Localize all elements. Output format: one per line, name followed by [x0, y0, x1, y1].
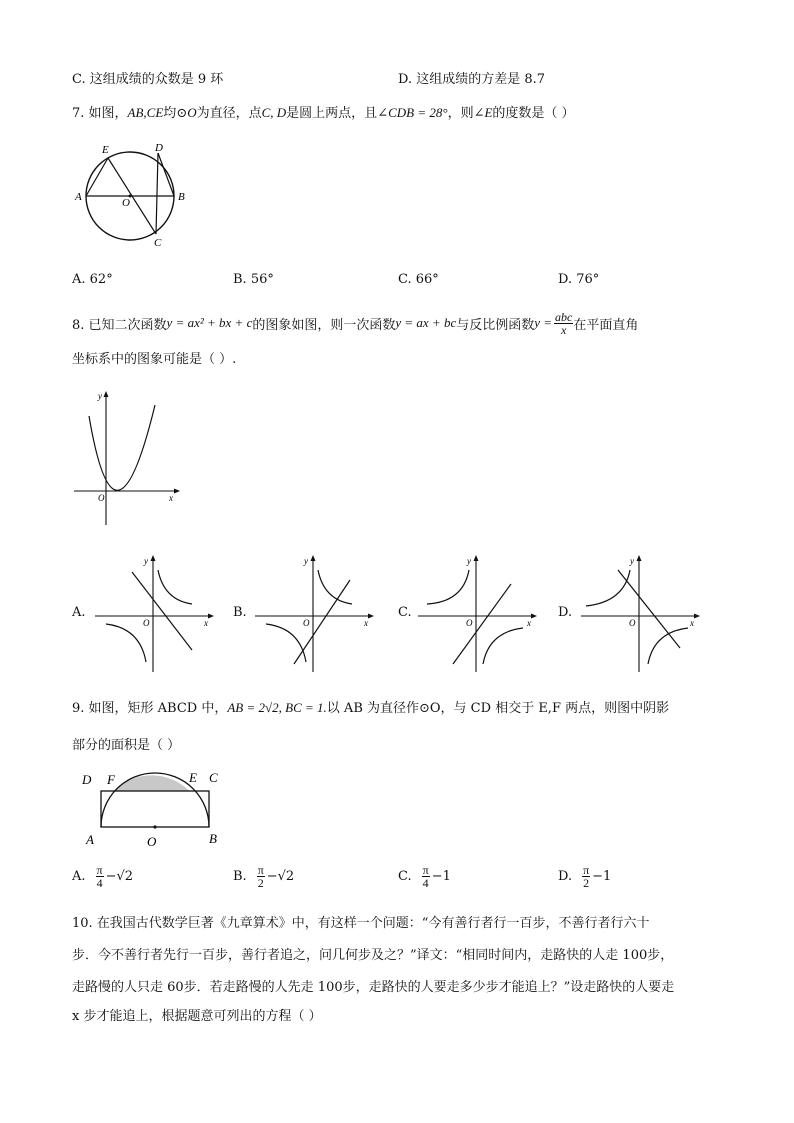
q7-option-b: B. 56°	[233, 272, 274, 287]
q9-label-f: F	[107, 772, 115, 787]
q9-option-b: B. $\frac{\pi}{2}$ −√2	[233, 863, 295, 890]
q7-circle-figure	[70, 140, 200, 250]
q8-option-d-label: D.	[558, 605, 573, 620]
q8a-origin-label: O	[143, 618, 150, 628]
q10-line2: 步．今不善行者先行一百步，善行者追之，问几何步及之？”译文：“相同时间内，走路快的人走 100步，	[72, 948, 674, 963]
q7-label-b: B	[178, 191, 185, 203]
q8-graph-x-label: x	[169, 493, 173, 503]
q8b-x-label: x	[364, 618, 368, 628]
q8-option-a-graph	[92, 552, 222, 674]
q7-option-a: A. 62°	[72, 272, 113, 287]
q10-line1: 10. 在我国古代数学巨著《九章算术》中，有这样一个问题：“今有善行者行一百步，不善行者行六十	[72, 916, 650, 931]
q9-label-e: E	[189, 770, 197, 785]
q8-stem-line1: 8. 已知二次函数 y = ax² + bx + c 的图象如图，则一次函数 y = ax + bc 与反比例函数 y = $\frac{\text{abc}}{x}$ 在平面直角	[72, 309, 639, 337]
q8-parabola-graph	[70, 385, 185, 530]
q8-option-b-graph	[252, 552, 382, 674]
q9-stem-line1: 9. 如图，矩形 ABCD 中，AB = 2√2, BC = 1.以 AB 为直径作⊙O，与 CD 相交于 E,F 两点，则图中阴影	[72, 700, 670, 716]
q8-option-d-graph	[578, 552, 708, 674]
q7-label-a: A	[75, 191, 82, 203]
q8-stem-line2: 坐标系中的图象可能是（ ）.	[72, 352, 237, 367]
option-c-prev: C. 这组成绩的众数是 9 环	[72, 72, 224, 87]
q8d-y-label: y	[630, 556, 634, 566]
q7-label-o: O	[122, 197, 130, 209]
q8c-origin-label: O	[466, 618, 473, 628]
q10-line3: 走路慢的人只走 60步．若走路慢的人先走 100步，走路快的人要走多少步才能追上？”设走路快的人要走	[72, 980, 675, 995]
q8c-y-label: y	[467, 556, 471, 566]
q8-option-c-graph	[415, 552, 545, 674]
q8a-y-label: y	[144, 556, 148, 566]
option-d-prev: D. 这组成绩的方差是 8.7	[398, 72, 546, 87]
q8-option-b-label: B.	[233, 605, 247, 620]
q8d-origin-label: O	[629, 618, 636, 628]
q8a-x-label: x	[204, 618, 208, 628]
q7-stem: 7. 如图，AB,CE均⊙O为直径，点C, D是圆上两点，且∠CDB = 28°，则∠E的度数是（ ）	[72, 105, 575, 121]
q9-label-b: B	[209, 831, 217, 846]
q8-option-c-label: C.	[398, 605, 412, 620]
q9-label-c: C	[209, 770, 218, 785]
q8c-x-label: x	[527, 618, 531, 628]
q10-line4: x 步才能追上，根据题意可列出的方程（ ）	[72, 1009, 322, 1024]
q9-option-a: A. $\frac{\pi}{4}$ −√2	[72, 863, 134, 890]
q8-recip-fraction: $\frac{\text{abc}}{x}$	[555, 309, 573, 337]
q9-stem-line2: 部分的面积是（ ）	[72, 738, 181, 753]
q9-label-d: D	[82, 772, 92, 787]
q7-option-d: D. 76°	[558, 272, 600, 287]
q7-option-c: C. 66°	[398, 272, 439, 287]
q8-option-a-label: A.	[72, 605, 86, 620]
q8b-origin-label: O	[303, 618, 310, 628]
q9-label-o: O	[147, 834, 157, 849]
q7-label-e: E	[102, 144, 109, 156]
q9-option-d: D. $\frac{\pi}{2}$ −1	[558, 863, 612, 890]
q9-option-c: C. $\frac{\pi}{4}$ −1	[398, 863, 451, 890]
q9-label-a: A	[86, 832, 94, 847]
q7-label-d: D	[155, 142, 163, 154]
q8-graph-y-label: y	[98, 391, 102, 401]
q7-label-c: C	[154, 237, 162, 249]
q9-rectangle-figure	[78, 766, 228, 854]
q8d-x-label: x	[690, 618, 694, 628]
q8b-y-label: y	[304, 556, 308, 566]
q8-graph-origin-label: O	[98, 493, 105, 503]
